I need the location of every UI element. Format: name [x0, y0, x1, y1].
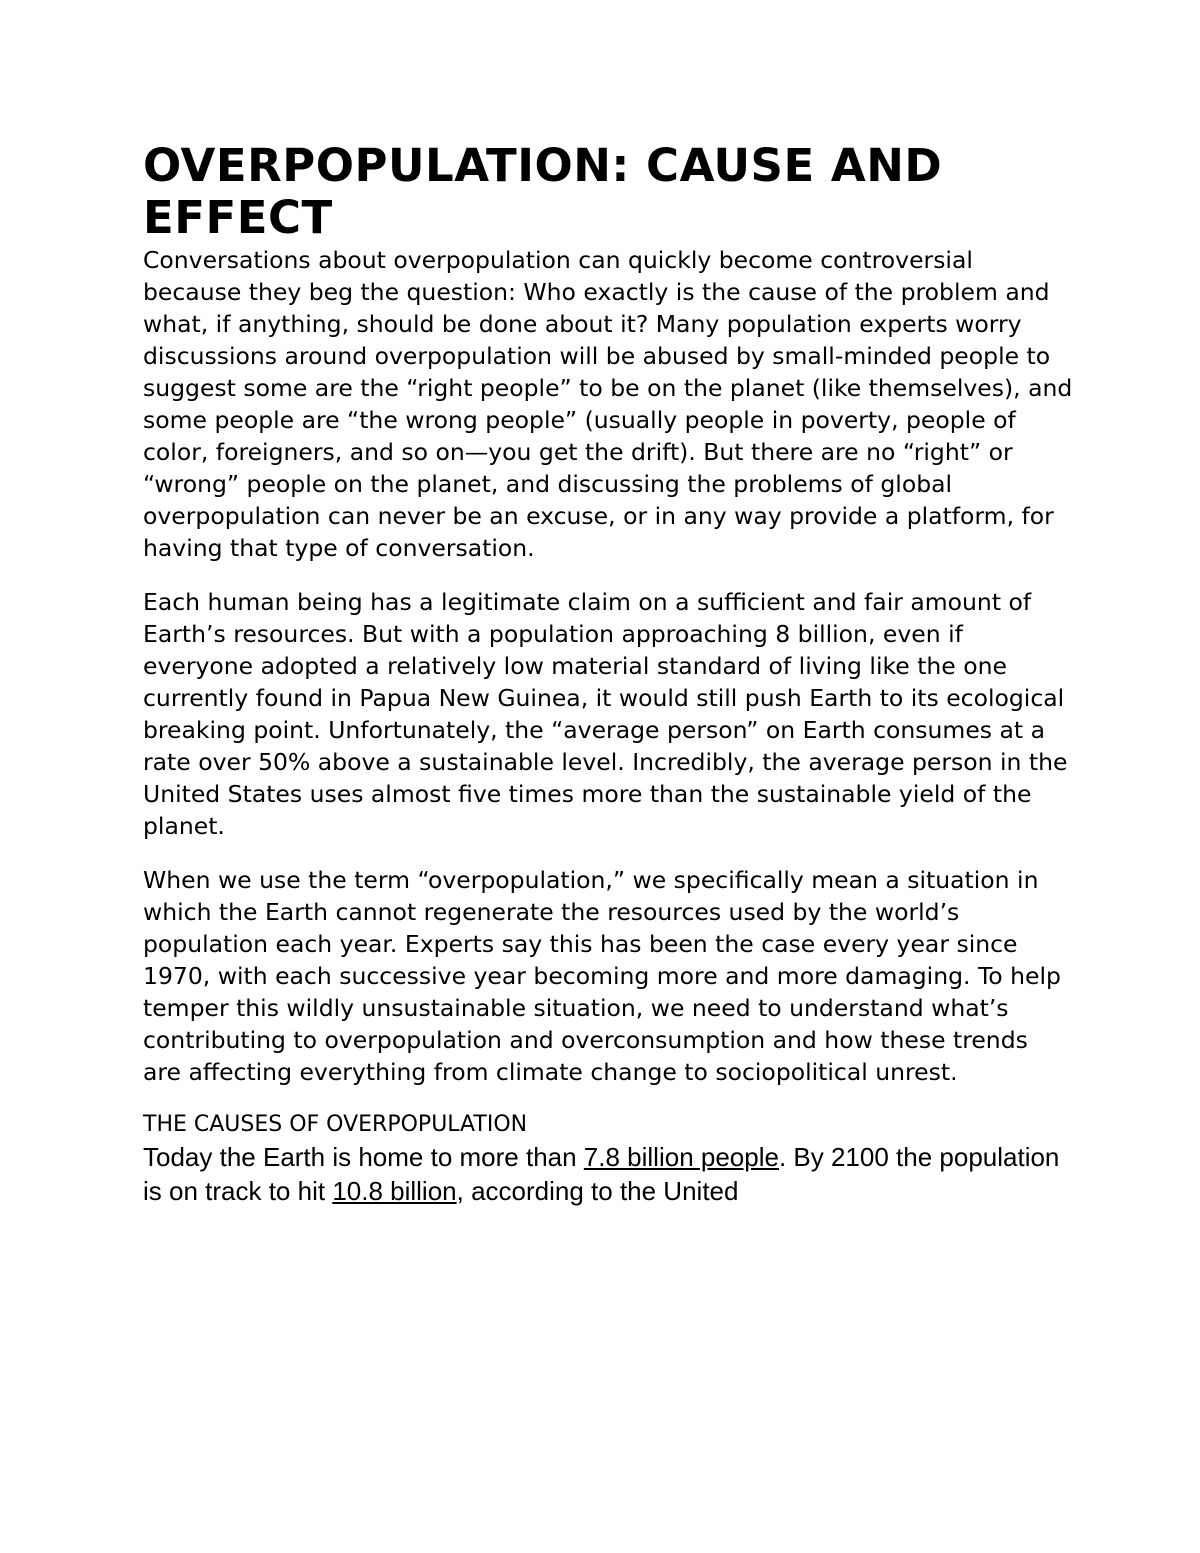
document-title: OVERPOPULATION: CAUSE AND EFFECT	[143, 139, 943, 244]
population-link-10-8-billion[interactable]: 10.8 billion	[332, 1176, 457, 1206]
paragraph-resources: Each human being has a legitimate claim on a sufficient and fair amount of Earth’s resources. But with a population approaching 8 billion, even if everyone adopted a relatively low material standard of living like the one currently found in Papua New Guinea, it would still push Earth to its ecological breaking point. Unfortunately, the “average person” on Earth consumes at a rate over 50% above a sustainable level. Incredibly, the average person in the United States uses almost five times more than the sustainable yield of the planet.	[143, 588, 1068, 840]
population-text-2: . By 2100 the population is on track to hit	[143, 1142, 1060, 1206]
paragraph-population-stats	[143, 1140, 1073, 1208]
population-link-7-8-billion[interactable]: 7.8 billion people	[583, 1142, 779, 1172]
population-text-3: , according to the United	[456, 1176, 739, 1206]
paragraph-definition: When we use the term “overpopulation,” we specifically mean a situation in which the Earth cannot regenerate the resources used by the world’s population each year. Experts say this has been the case every year since 1970, with each successive year becoming more and more damaging. To help temper this wildly unsustainable situation, we need to understand what’s contributing to overpopulation and overconsumption and how these trends are affecting everything from climate change to sociopolitical unrest.	[143, 866, 1061, 1086]
document-page	[143, 140, 1073, 1208]
section-heading-causes: THE CAUSES OF OVERPOPULATION	[143, 1112, 528, 1137]
paragraph-intro: Conversations about overpopulation can quickly become controversial because they beg the question: Who exactly is the cause of the problem and what, if anything, should be done about it? Many population experts worry discussions around overpopulation will be abused by small-minded people to suggest some are the “right people” to be on the planet (like themselves), and some people are “the wrong people” (usually people in poverty, people of color, foreigners, and so on—you get the drift). But there are no “right” or “wrong” people on the planet, and discussing the problems of global overpopulation can never be an excuse, or in any way provide a platform, for having that type of conversation.	[143, 246, 1073, 562]
population-text-1: Today the Earth is home to more than	[143, 1142, 584, 1172]
